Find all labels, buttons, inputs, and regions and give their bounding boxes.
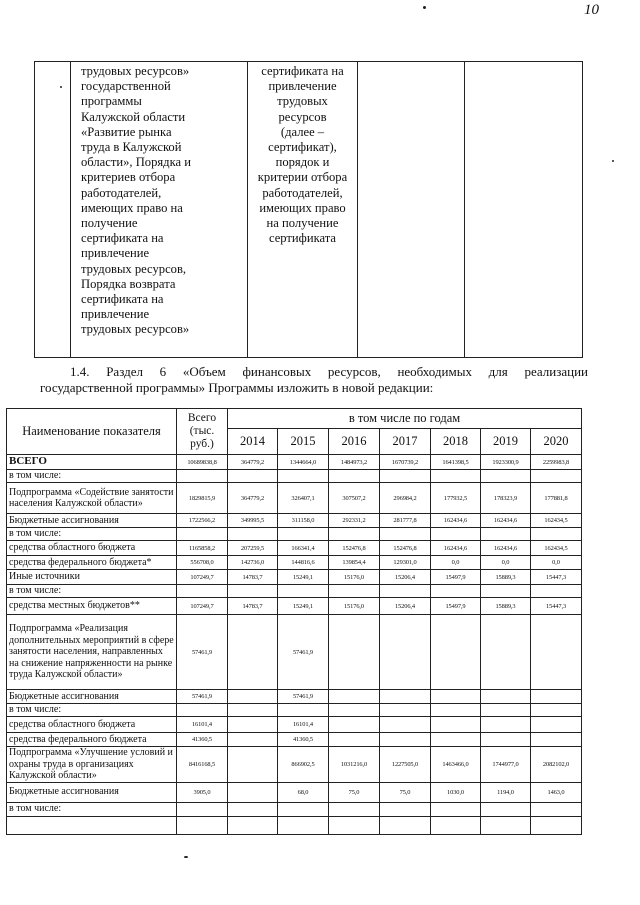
row-label: средства местных бюджетов** (7, 598, 177, 615)
row-year-value: 162434,6 (431, 514, 481, 528)
row-year-value (380, 717, 431, 733)
row-year-value (380, 585, 431, 598)
measure-name-line: сертификата на (81, 292, 164, 307)
header-total-line: руб.) (190, 438, 214, 450)
row-total-value: 16101,4 (177, 717, 228, 733)
row-label: в том числе: (7, 802, 177, 816)
header-year: 2017 (380, 429, 431, 455)
row-total-value: 1722566,2 (177, 514, 228, 528)
row-year-value: 0,0 (481, 556, 531, 570)
row-year-value (380, 528, 431, 541)
row-year-value (278, 802, 329, 816)
row-year-value (380, 816, 431, 834)
header-total-line: (тыс. (189, 425, 215, 437)
row-year-value (278, 585, 329, 598)
table-row (7, 541, 582, 556)
row-year-value (531, 528, 582, 541)
row-year-value (228, 704, 278, 717)
measure-subject-cell (248, 62, 358, 358)
row-year-value (481, 816, 531, 834)
table-row (7, 570, 582, 585)
measure-name-line: трудовых ресурсов, (81, 261, 187, 276)
measure-name-line: получение (81, 216, 138, 231)
table-row (7, 615, 582, 690)
header-years-group: в том числе по годам (228, 409, 582, 429)
row-year-value (481, 528, 531, 541)
row-year-value (329, 717, 380, 733)
measure-name-line: привлечение (81, 246, 150, 261)
row-year-value (431, 816, 481, 834)
row-year-value: 307507,2 (329, 483, 380, 514)
row-year-value (531, 585, 582, 598)
row-year-value: 68,0 (278, 782, 329, 802)
scan-speck (423, 6, 426, 9)
scan-speck (184, 856, 188, 858)
row-year-value: 178323,9 (481, 483, 531, 514)
row-year-value (228, 470, 278, 483)
row-year-value (481, 717, 531, 733)
measure-name-line: трудовых ресурсов» (81, 322, 190, 337)
row-year-value (228, 816, 278, 834)
row-year-value (329, 528, 380, 541)
table-row (7, 455, 582, 470)
row-year-value: 15497,9 (431, 598, 481, 615)
row-year-value (481, 704, 531, 717)
measure-subject-line: порядок и (275, 155, 330, 170)
measure-subject-line: ресурсов (278, 109, 327, 124)
row-year-value (228, 690, 278, 704)
measure-subject-line: критерии отбора (257, 170, 348, 185)
header-year: 2015 (278, 429, 329, 455)
row-year-value: 162434,6 (481, 541, 531, 556)
row-year-value (228, 782, 278, 802)
row-label: Подпрограмма «Содействие занятости населения Калужской области» (7, 483, 177, 514)
row-label: Бюджетные ассигнования (7, 782, 177, 802)
row-year-value: 129301,0 (380, 556, 431, 570)
row-label: в том числе: (7, 470, 177, 483)
table-row (7, 802, 582, 816)
row-year-value (329, 615, 380, 690)
row-total-value (177, 528, 228, 541)
row-year-value: 1344664,0 (278, 455, 329, 470)
row-year-value (481, 802, 531, 816)
header-total (177, 409, 228, 455)
row-label: средства областного бюджета (7, 541, 177, 556)
row-year-value: 15206,4 (380, 570, 431, 585)
row-label: средства областного бюджета (7, 717, 177, 733)
scan-speck (612, 160, 614, 162)
row-year-value: 0,0 (431, 556, 481, 570)
measure-name-line: области», Порядка и (81, 155, 191, 170)
row-year-value: 144816,6 (278, 556, 329, 570)
row-year-value: 364779,2 (228, 455, 278, 470)
measure-name-line: «Развитие рынка (81, 124, 172, 139)
row-total-value: 10689838,8 (177, 455, 228, 470)
row-label: в том числе: (7, 528, 177, 541)
row-year-value: 15447,3 (531, 598, 582, 615)
row-year-value (329, 470, 380, 483)
measure-name-line: критериев отбора (81, 170, 176, 185)
row-year-value (431, 802, 481, 816)
row-year-value (481, 690, 531, 704)
row-year-value (278, 704, 329, 717)
row-year-value: 15249,1 (278, 598, 329, 615)
table-row (7, 704, 582, 717)
measure-subject-line: привлечение (268, 79, 337, 94)
row-total-value: 556708,0 (177, 556, 228, 570)
row-year-value (380, 802, 431, 816)
row-year-value: 75,0 (380, 782, 431, 802)
row-year-value (431, 528, 481, 541)
measure-name-line: Порядка возврата (81, 276, 176, 291)
measure-subject-line: сертификата на (261, 64, 344, 78)
row-year-value: 162434,5 (531, 541, 582, 556)
row-total-value (177, 585, 228, 598)
row-label: ВСЕГО (7, 455, 177, 470)
row-year-value: 1670739,2 (380, 455, 431, 470)
row-total-value (177, 470, 228, 483)
row-year-value: 177932,5 (431, 483, 481, 514)
row-year-value: 162434,6 (481, 514, 531, 528)
row-label (7, 816, 177, 834)
row-year-value: 207259,5 (228, 541, 278, 556)
table-row (7, 585, 582, 598)
row-label: средства федерального бюджета* (7, 556, 177, 570)
row-year-value (531, 704, 582, 717)
row-year-value (228, 802, 278, 816)
header-row (7, 409, 582, 429)
table-row (7, 782, 582, 802)
row-year-value (329, 704, 380, 717)
row-total-value: 41360,5 (177, 733, 228, 747)
row-year-value (531, 470, 582, 483)
row-year-value: 15206,4 (380, 598, 431, 615)
measure-name-line: имеющих право на (81, 200, 183, 215)
table-row (7, 470, 582, 483)
row-year-value (481, 733, 531, 747)
continuation-table (34, 61, 583, 358)
row-year-value (228, 717, 278, 733)
row-year-value (481, 470, 531, 483)
row-year-value (431, 585, 481, 598)
row-label: Подпрограмма «Реализация дополнительных мероприятий в сфере занятости населения, направленных на снижение напряженности на рынке труда Калужской области» (7, 615, 177, 690)
row-year-value: 166341,4 (278, 541, 329, 556)
row-total-value (177, 704, 228, 717)
row-year-value: 162434,6 (431, 541, 481, 556)
row-year-value: 177881,8 (531, 483, 582, 514)
measure-name-line: трудовых ресурсов» (81, 64, 190, 78)
header-name: Наименование показателя (7, 409, 177, 455)
row-year-value (431, 690, 481, 704)
row-year-value: 15176,0 (329, 570, 380, 585)
row-year-value (531, 690, 582, 704)
finance-table-body (7, 455, 582, 835)
row-year-value: 326407,1 (278, 483, 329, 514)
row-total-value: 1165858,2 (177, 541, 228, 556)
measure-subject-line: сертификата (268, 231, 337, 246)
row-total-value: 8416168,5 (177, 747, 228, 783)
row-year-value (531, 816, 582, 834)
measure-subject-line: сертификат), (268, 140, 337, 155)
row-year-value: 1744977,0 (481, 747, 531, 783)
measure-name-line: привлечение (81, 307, 150, 322)
row-year-value: 139854,4 (329, 556, 380, 570)
table-row (7, 483, 582, 514)
row-total-value: 107249,7 (177, 570, 228, 585)
row-year-value (278, 470, 329, 483)
row-label: средства федерального бюджета (7, 733, 177, 747)
row-label: Бюджетные ассигнования (7, 514, 177, 528)
row-year-value (380, 615, 431, 690)
row-number-cell (35, 62, 71, 358)
row-year-value (228, 528, 278, 541)
paragraph-line: 1.4. Раздел 6 «Объем финансовых ресурсов, необходимых для реализации (70, 364, 588, 379)
row-year-value: 1641398,5 (431, 455, 481, 470)
row-year-value (431, 733, 481, 747)
row-year-value (531, 733, 582, 747)
row-year-value (228, 585, 278, 598)
table-row (7, 816, 582, 834)
page-number: 10 (584, 2, 599, 18)
row-year-value: 1484973,2 (329, 455, 380, 470)
measure-name-line: Калужской области (81, 109, 186, 124)
row-year-value: 14783,7 (228, 570, 278, 585)
row-label: Подпрограмма «Улучшение условий и охраны труда в организациях Калужской области» (7, 747, 177, 783)
row-total-value (177, 816, 228, 834)
row-year-value (481, 585, 531, 598)
row-year-value: 57461,9 (278, 690, 329, 704)
row-year-value (380, 704, 431, 717)
header-total-line: Всего (187, 412, 217, 424)
measure-name-line: программы (81, 94, 142, 109)
row-year-value: 75,0 (329, 782, 380, 802)
row-year-value: 1031216,0 (329, 747, 380, 783)
table-row (7, 528, 582, 541)
row-year-value (380, 733, 431, 747)
row-year-value (329, 802, 380, 816)
row-year-value: 2082102,0 (531, 747, 582, 783)
row-year-value (329, 585, 380, 598)
table-row (7, 747, 582, 783)
row-year-value: 15889,3 (481, 570, 531, 585)
row-year-value: 16101,4 (278, 717, 329, 733)
row-year-value (380, 690, 431, 704)
empty-cell (465, 62, 583, 358)
row-year-value: 152476,8 (329, 541, 380, 556)
row-year-value: 162434,5 (531, 514, 582, 528)
row-label: Иные источники (7, 570, 177, 585)
row-year-value (431, 704, 481, 717)
row-year-value (531, 717, 582, 733)
row-year-value: 349995,5 (228, 514, 278, 528)
row-year-value: 1194,0 (481, 782, 531, 802)
measure-name-line: труда в Калужской (81, 140, 182, 155)
row-total-value (177, 802, 228, 816)
row-year-value (329, 690, 380, 704)
row-year-value (380, 470, 431, 483)
row-total-value: 107249,7 (177, 598, 228, 615)
row-label: в том числе: (7, 704, 177, 717)
measure-subject-line: трудовых (277, 94, 328, 109)
row-year-value: 281777,8 (380, 514, 431, 528)
row-year-value (278, 528, 329, 541)
row-year-value (431, 615, 481, 690)
table-row (7, 733, 582, 747)
row-year-value: 311158,0 (278, 514, 329, 528)
row-year-value: 15889,3 (481, 598, 531, 615)
row-year-value (481, 615, 531, 690)
measure-subject-line: на получение (266, 216, 339, 231)
row-year-value: 1463,0 (531, 782, 582, 802)
measure-name-cell (71, 62, 248, 358)
row-year-value (278, 816, 329, 834)
table-row (7, 598, 582, 615)
row-total-value: 3905,0 (177, 782, 228, 802)
header-year: 2019 (481, 429, 531, 455)
row-year-value: 0,0 (531, 556, 582, 570)
row-year-value (531, 615, 582, 690)
row-total-value: 57461,9 (177, 615, 228, 690)
row-year-value: 41360,5 (278, 733, 329, 747)
header-year: 2018 (431, 429, 481, 455)
row-year-value: 1227505,0 (380, 747, 431, 783)
continuation-row (35, 62, 583, 358)
table-row (7, 717, 582, 733)
measure-subject-line: имеющих право (259, 200, 346, 215)
row-label: Бюджетные ассигнования (7, 690, 177, 704)
row-year-value (329, 733, 380, 747)
row-year-value (431, 470, 481, 483)
row-total-value: 1829815,9 (177, 483, 228, 514)
row-year-value: 15176,0 (329, 598, 380, 615)
header-year: 2014 (228, 429, 278, 455)
row-year-value (431, 717, 481, 733)
paragraph-line: государственной программы» Программы изложить в новой редакции: (40, 380, 434, 395)
row-year-value: 15497,9 (431, 570, 481, 585)
measure-name-line: государственной (81, 79, 171, 94)
row-year-value: 57461,9 (278, 615, 329, 690)
measure-name-line: сертификата на (81, 231, 164, 246)
table-row (7, 556, 582, 570)
amendment-paragraph (40, 364, 588, 396)
finance-table (6, 408, 582, 835)
measure-subject-line: работодателей, (262, 185, 343, 200)
row-total-value: 57461,9 (177, 690, 228, 704)
row-year-value: 1463466,0 (431, 747, 481, 783)
row-year-value: 866902,5 (278, 747, 329, 783)
row-year-value: 15249,1 (278, 570, 329, 585)
row-year-value: 1030,0 (431, 782, 481, 802)
table-row (7, 690, 582, 704)
row-year-value (531, 802, 582, 816)
table-row (7, 514, 582, 528)
row-year-value (228, 615, 278, 690)
row-year-value (228, 747, 278, 783)
empty-cell (358, 62, 465, 358)
row-year-value: 142736,0 (228, 556, 278, 570)
row-year-value: 1923300,9 (481, 455, 531, 470)
measure-name-line: работодателей, (81, 185, 162, 200)
header-year: 2020 (531, 429, 582, 455)
row-label: в том числе: (7, 585, 177, 598)
row-year-value (329, 816, 380, 834)
row-year-value: 364779,2 (228, 483, 278, 514)
row-year-value: 14783,7 (228, 598, 278, 615)
header-year: 2016 (329, 429, 380, 455)
measure-subject-line: (далее – (280, 124, 325, 139)
row-year-value: 2259983,8 (531, 455, 582, 470)
row-year-value: 152476,8 (380, 541, 431, 556)
row-year-value: 292331,2 (329, 514, 380, 528)
row-year-value (228, 733, 278, 747)
row-year-value: 15447,3 (531, 570, 582, 585)
row-year-value: 296984,2 (380, 483, 431, 514)
